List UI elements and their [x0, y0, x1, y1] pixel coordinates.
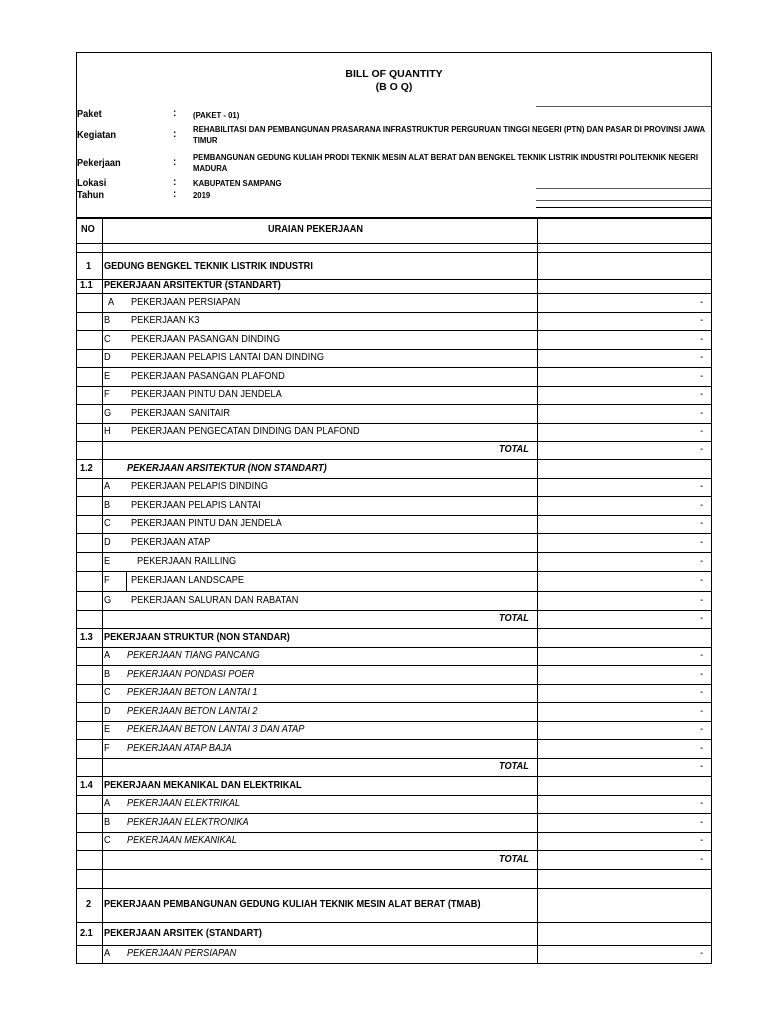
row-value: -	[700, 518, 704, 529]
row-description: PEKERJAAN STRUKTUR (NON STANDAR)	[104, 632, 290, 643]
pekerjaan-value: PEMBANGUNAN GEDUNG KULIAH PRODI TEKNIK MESIN ALAT BERAT DAN BENGKEL TEKNIK LISTRIK INDUSTRI POLITEKNIK NEGERI MADURA	[193, 152, 699, 173]
row-value: -	[700, 556, 704, 567]
row-divider	[76, 386, 712, 387]
row-description: PEKERJAAN ELEKTRIKAL	[127, 798, 241, 809]
row-divider	[76, 702, 712, 703]
row-description: PEKERJAAN MEKANIKAL	[127, 835, 237, 846]
row-letter: A	[104, 481, 111, 492]
row-divider	[76, 888, 712, 889]
row-description: PEKERJAAN PASANGAN PLAFOND	[131, 371, 285, 382]
row-divider	[76, 367, 712, 368]
row-letter: B	[104, 500, 111, 511]
row-number: 2.1	[80, 928, 93, 939]
row-divider	[76, 459, 712, 460]
row-description: PEKERJAAN BETON LANTAI 3 DAN ATAP	[127, 724, 305, 735]
row-description: PEKERJAAN PINTU DAN JENDELA	[131, 389, 282, 400]
row-number: 2	[86, 899, 92, 910]
row-value: -	[700, 595, 704, 606]
row-letter: E	[104, 724, 111, 735]
row-letter: D	[104, 537, 111, 548]
row-letter: H	[104, 426, 111, 437]
row-description: PEKERJAAN PENGECATAN DINDING DAN PLAFOND	[131, 426, 360, 437]
row-letter: B	[104, 817, 111, 828]
row-description: PEKERJAAN PASANGAN DINDING	[131, 334, 281, 345]
row-description: PEKERJAAN RAILLING	[137, 556, 237, 567]
row-letter: D	[104, 706, 111, 717]
row-divider	[76, 647, 712, 648]
row-divider	[76, 665, 712, 666]
row-letter: B	[104, 669, 111, 680]
row-letter: F	[104, 389, 110, 400]
frame-top-border	[76, 52, 712, 53]
row-number: 1.2	[80, 463, 93, 474]
cell-divider	[126, 571, 127, 591]
row-letter: F	[104, 575, 110, 586]
row-number: 1.4	[80, 780, 93, 791]
row-value: -	[700, 444, 704, 455]
row-value: -	[700, 854, 704, 865]
row-description: PEKERJAAN SALURAN DAN RABATAN	[131, 595, 299, 606]
row-value: -	[700, 761, 704, 772]
row-divider	[76, 441, 712, 442]
row-value: -	[700, 613, 704, 624]
row-divider	[76, 795, 712, 796]
row-description: PEKERJAAN PERSIAPAN	[131, 297, 241, 308]
row-divider	[76, 330, 712, 331]
row-value: -	[700, 650, 704, 661]
row-value: -	[700, 537, 704, 548]
row-value: -	[700, 352, 704, 363]
frame-right-border	[711, 52, 712, 963]
row-description: PEKERJAAN ARSITEKTUR (NON STANDART)	[127, 463, 327, 474]
column-header-uraian: URAIAN PEKERJAAN	[268, 224, 364, 235]
row-divider	[76, 922, 712, 923]
row-number: 1.1	[80, 280, 93, 291]
row-divider	[76, 869, 712, 870]
paket-colon: :	[173, 108, 177, 119]
row-divider	[76, 571, 712, 572]
row-value: -	[700, 334, 704, 345]
row-divider	[76, 813, 712, 814]
row-value: -	[700, 687, 704, 698]
row-divider	[76, 423, 712, 424]
row-description: PEKERJAAN BETON LANTAI 2	[127, 706, 258, 717]
row-divider	[76, 776, 712, 777]
row-value: -	[700, 669, 704, 680]
row-value: -	[700, 315, 704, 326]
row-description: PEKERJAAN SANITAIR	[131, 408, 231, 419]
row-letter: B	[104, 315, 111, 326]
row-divider	[76, 552, 712, 553]
row-value: -	[700, 408, 704, 419]
row-letter: C	[104, 835, 111, 846]
row-value: -	[700, 724, 704, 735]
row-divider	[76, 684, 712, 685]
lokasi-label: Lokasi	[77, 177, 107, 189]
row-letter: G	[104, 408, 112, 419]
row-description: PEKERJAAN ATAP BAJA	[127, 743, 232, 754]
row-description: PEKERJAAN PELAPIS LANTAI	[131, 500, 261, 511]
row-letter: C	[104, 687, 111, 698]
total-label: TOTAL	[499, 761, 529, 772]
row-value: -	[700, 575, 704, 586]
row-letter: A	[104, 650, 111, 661]
row-description: PEKERJAAN BETON LANTAI 1	[127, 687, 258, 698]
row-divider	[76, 758, 712, 759]
row-description: PEKERJAAN ELEKTRONIKA	[127, 817, 249, 828]
row-divider	[76, 963, 712, 964]
row-description: PEKERJAAN PELAPIS LANTAI DAN DINDING	[131, 352, 325, 363]
row-value: -	[700, 371, 704, 382]
row-description: PEKERJAAN K3	[131, 315, 200, 326]
lokasi-colon: :	[173, 177, 177, 188]
header-rule	[536, 106, 711, 107]
row-divider	[76, 478, 712, 479]
row-letter: A	[104, 948, 111, 959]
row-letter: G	[104, 595, 112, 606]
row-value: -	[700, 817, 704, 828]
row-value: -	[700, 500, 704, 511]
row-divider	[76, 404, 712, 405]
row-value: -	[700, 481, 704, 492]
row-divider	[76, 496, 712, 497]
paket-value: (PAKET - 01)	[193, 110, 240, 120]
row-divider	[76, 293, 712, 294]
row-letter: C	[104, 334, 111, 345]
row-description: PEKERJAAN PONDASI POER	[127, 669, 255, 680]
header-rule	[536, 207, 711, 208]
kegiatan-label: Kegiatan	[77, 129, 117, 141]
total-label: TOTAL	[499, 444, 529, 455]
kegiatan-value: REHABILITASI DAN PEMBANGUNAN PRASARANA INFRASTRUKTUR PERGURUAN TINGGI NEGERI (PTN) DAN PASAR DI PROVINSI JAWA TIMUR	[193, 124, 705, 145]
row-description: PEKERJAAN MEKANIKAL DAN ELEKTRIKAL	[104, 780, 302, 791]
row-divider	[76, 591, 712, 592]
row-description: PEKERJAAN ARSITEKTUR (STANDART)	[104, 280, 281, 291]
tahun-colon: :	[173, 189, 177, 200]
row-description: PEKERJAAN LANDSCAPE	[131, 575, 245, 586]
table-top-border	[76, 217, 712, 219]
row-description: PEKERJAAN PELAPIS DINDING	[131, 481, 269, 492]
row-divider	[76, 832, 712, 833]
kegiatan-colon: :	[173, 129, 177, 140]
document-title: BILL OF QUANTITY	[345, 68, 443, 80]
row-description: GEDUNG BENGKEL TEKNIK LISTRIK INDUSTRI	[104, 261, 313, 272]
row-divider	[76, 850, 712, 851]
row-description: PEKERJAAN ARSITEK (STANDART)	[104, 928, 262, 939]
row-description: PEKERJAAN ATAP	[131, 537, 211, 548]
lokasi-value: KABUPATEN SAMPANG	[193, 178, 282, 188]
document-subtitle: (B O Q)	[375, 81, 413, 93]
row-letter: A	[104, 798, 111, 809]
row-letter: A	[108, 297, 115, 308]
row-divider	[76, 721, 712, 722]
row-number: 1.3	[80, 632, 93, 643]
row-value: -	[700, 798, 704, 809]
row-divider	[76, 349, 712, 350]
row-description: PEKERJAAN PINTU DAN JENDELA	[131, 518, 282, 529]
pekerjaan-colon: :	[173, 157, 177, 168]
pekerjaan-label: Pekerjaan	[77, 157, 121, 169]
row-divider	[76, 739, 712, 740]
row-value: -	[700, 835, 704, 846]
row-divider	[76, 533, 712, 534]
row-letter: D	[104, 352, 111, 363]
tahun-value: 2019	[193, 190, 211, 200]
total-label: TOTAL	[499, 613, 529, 624]
row-divider	[76, 610, 712, 611]
row-letter: E	[104, 556, 111, 567]
paket-label: Paket	[77, 108, 102, 120]
row-description: PEKERJAAN TIANG PANCANG	[127, 650, 260, 661]
row-value: -	[700, 389, 704, 400]
row-letter: C	[104, 518, 111, 529]
row-divider	[76, 515, 712, 516]
row-divider	[76, 628, 712, 629]
row-value: -	[700, 948, 704, 959]
row-letter: F	[104, 743, 110, 754]
row-description: PEKERJAAN PEMBANGUNAN GEDUNG KULIAH TEKNIK MESIN ALAT BERAT (TMAB)	[104, 899, 481, 910]
row-divider	[76, 312, 712, 313]
row-letter: E	[104, 371, 111, 382]
row-description: PEKERJAAN PERSIAPAN	[127, 948, 237, 959]
row-divider	[76, 945, 712, 946]
table-header-bottom	[76, 243, 712, 244]
table-spacer-line	[76, 252, 712, 253]
column-header-no: NO	[81, 224, 95, 235]
row-value: -	[700, 706, 704, 717]
row-value: -	[700, 426, 704, 437]
row-value: -	[700, 297, 704, 308]
tahun-label: Tahun	[77, 189, 105, 201]
row-value: -	[700, 743, 704, 754]
row-number: 1	[86, 261, 92, 272]
total-label: TOTAL	[499, 854, 529, 865]
